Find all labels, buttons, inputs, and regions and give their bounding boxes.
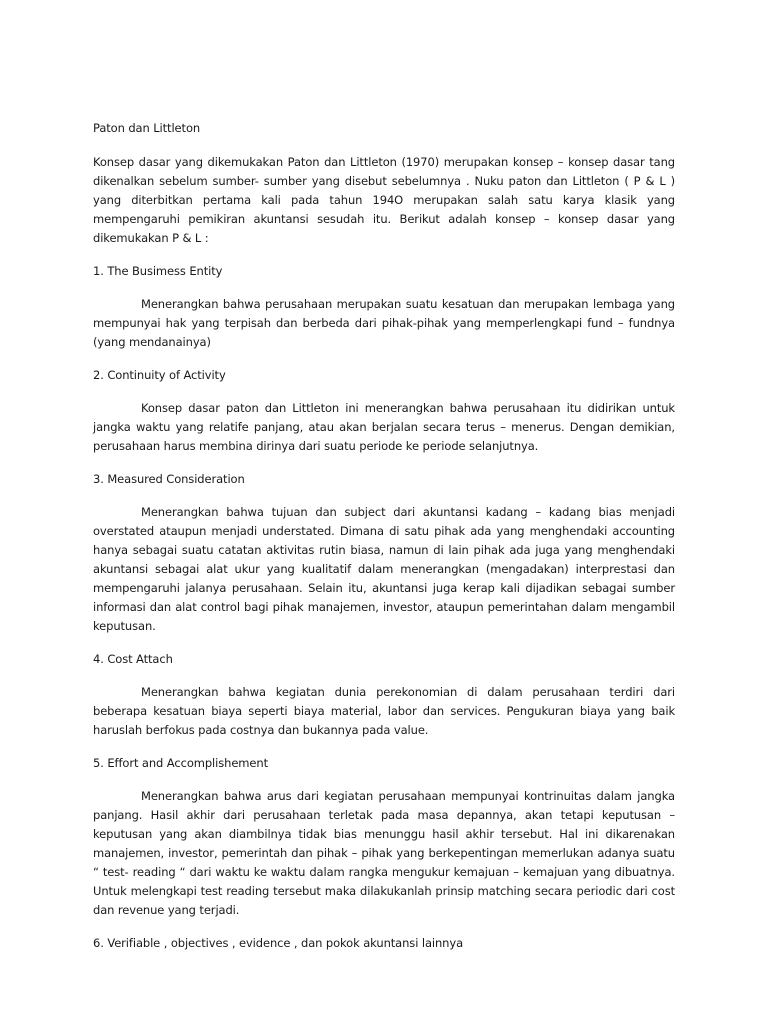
document-title: Paton dan Littleton xyxy=(93,121,201,135)
section-heading-5: 5. Effort and Accomplishement xyxy=(93,756,268,770)
intro-paragraph: Konsep dasar yang dikemukakan Paton dan Littleton (1970) merupakan konsep – konsep dasar tang dikenalkan sebelum sumber- sumber yang disebut sebelumnya . Nuku paton dan Littleton ( P & L ) yang diterbitkan pertama kali pada tahun 194O merupakan salah satu karya klasik yang mempengaruhi pemikiran akuntansi sesudah itu. Berikut adalah konsep – konsep dasar yang dikemukakan P & L : xyxy=(93,155,675,245)
section-body-4: Menerangkan bahwa kegiatan dunia perekonomian di dalam perusahaan terdiri dari beberapa kesatuan biaya seperti biaya material, labor dan services. Pengukuran biaya yang baik haruslah berfokus pada costnya dan bukannya pada value. xyxy=(93,685,675,737)
section-body-3: Menerangkan bahwa tujuan dan subject dari akuntansi kadang – kadang bias menjadi overstated ataupun menjadi understated. Dimana di satu pihak ada yang menghendaki accounting hanya sebagai suatu catatan aktivitas rutin biasa, namun di lain pihak ada juga yang menghendaki akuntansi sebagai alat ukur yang kualitatif dalam menerangkan (mengadakan) interprestasi dan mempengaruhi jalanya perusahaan. Selain itu, akuntansi juga kerap kali dijadikan sebagai sumber informasi dan alat control bagi pihak manajemen, investor, ataupun pemerintahan dalam mengambil keputusan. xyxy=(93,505,675,633)
section-heading-3: 3. Measured Consideration xyxy=(93,472,245,486)
section-heading-1: 1. The Busimess Entity xyxy=(93,264,223,278)
section-heading-2: 2. Continuity of Activity xyxy=(93,368,226,382)
section-body-5: Menerangkan bahwa arus dari kegiatan perusahaan mempunyai kontrinuitas dalam jangka panjang. Hasil akhir dari perusahaan terletak pada masa depannya, akan tetapi keputusan – keputusan yang akan diambilnya tidak bias menunggu hasil akhir tersebut. Hal ini dikarenakan manajemen, investor, pemerintah dan pihak – pihak yang berkepentingan memerlukan adanya suatu “ test- reading “ dari waktu ke waktu dalam rangka mengukur kemajuan – kemajuan yang dibuatnya. Untuk melengkapi test reading tersebut maka dilakukanlah prinsip matching secara periodic dari cost dan revenue yang terjadi. xyxy=(93,789,675,917)
section-heading-6: 6. Verifiable , objectives , evidence , dan pokok akuntansi lainnya xyxy=(93,936,464,950)
section-body-2: Konsep dasar paton dan Littleton ini menerangkan bahwa perusahaan itu didirikan untuk jangka waktu yang relatife panjang, atau akan berjalan secara terus – menerus. Dengan demikian, perusahaan harus membina dirinya dari suatu periode ke periode selanjutnya. xyxy=(93,401,675,453)
section-body-1: Menerangkan bahwa perusahaan merupakan suatu kesatuan dan merupakan lembaga yang mempunyai hak yang terpisah dan berbeda dari pihak-pihak yang memperlengkapi fund – fundnya (yang mendanainya) xyxy=(93,297,675,349)
section-heading-4: 4. Cost Attach xyxy=(93,652,173,666)
